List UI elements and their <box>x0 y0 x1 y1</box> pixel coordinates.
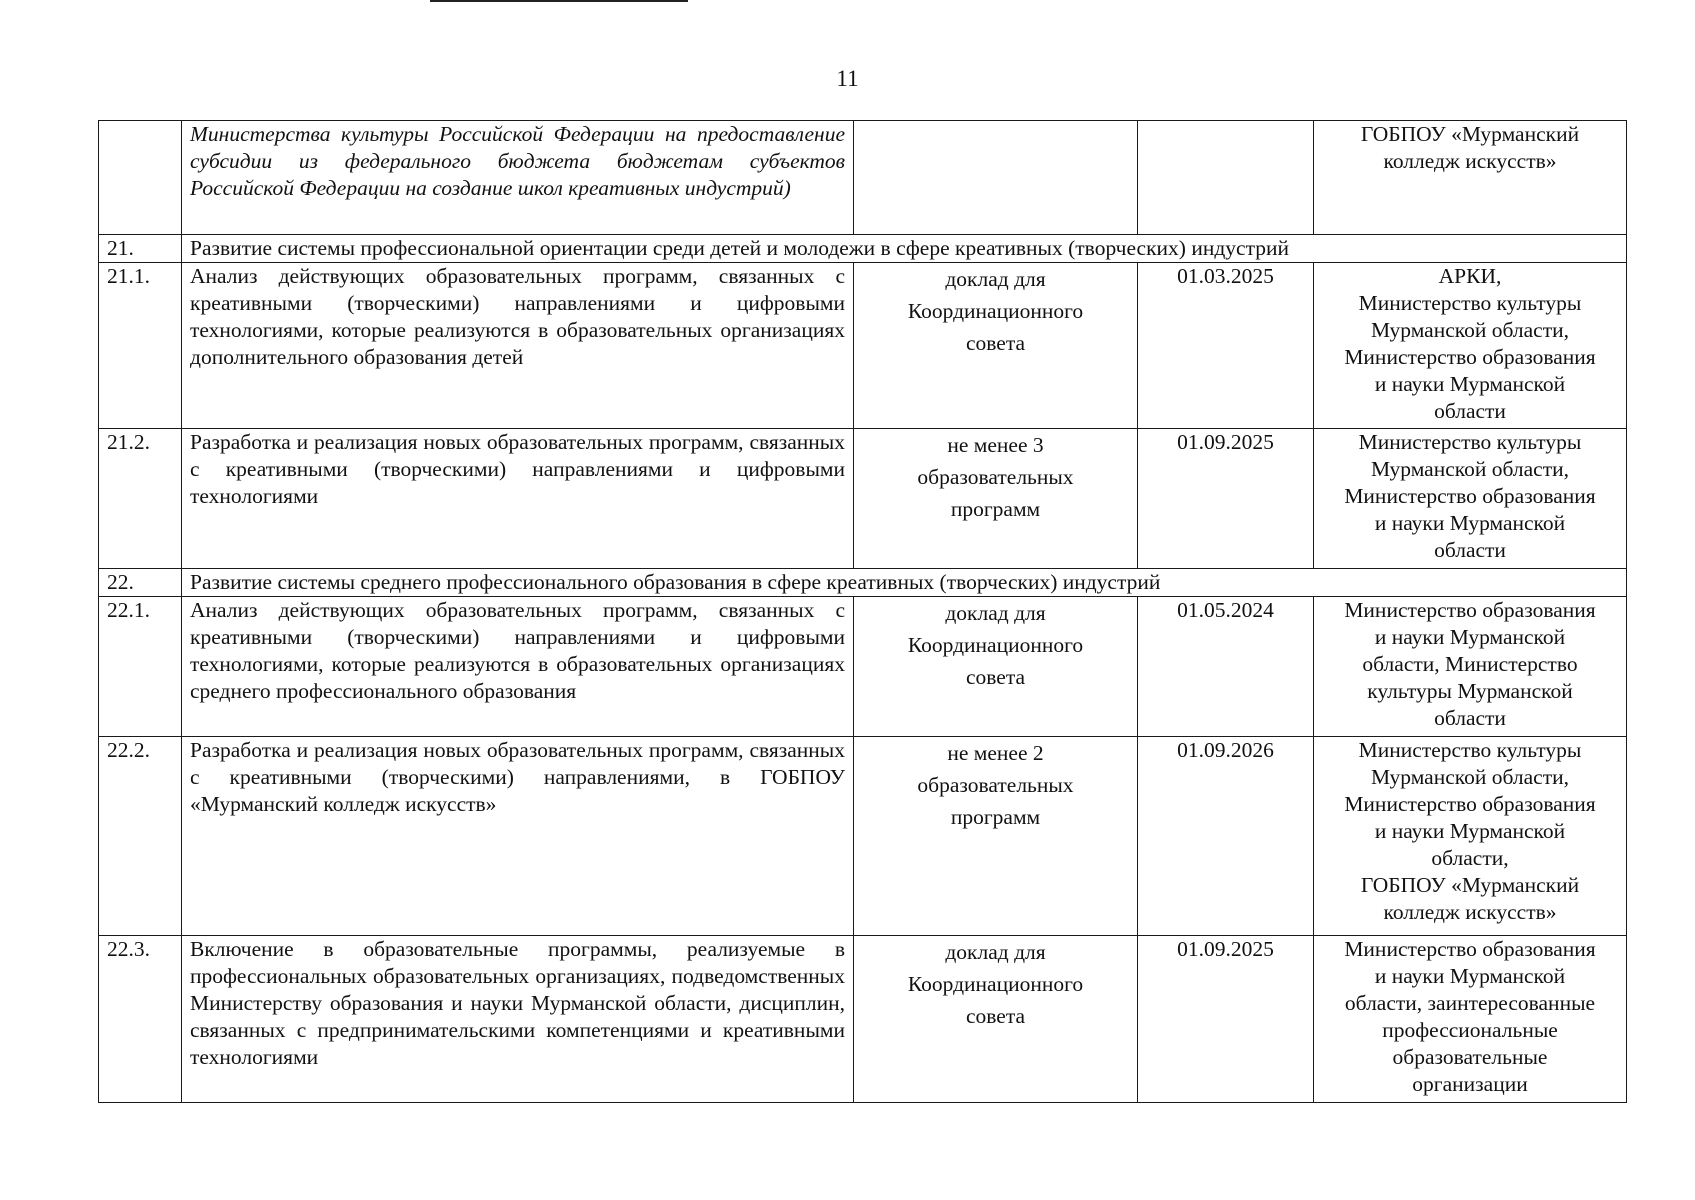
result-line: Координационного <box>907 972 1084 996</box>
result-line: доклад для <box>945 267 1046 291</box>
action-cell: Министерства культуры Российской Федерации на предоставление субсидии из федерального бюджета бюджетам субъектов Российской Федерации на создание школ креативных индустрий) <box>182 121 854 235</box>
result-line: доклад для <box>945 601 1046 625</box>
item-number-cell: 21.2. <box>99 429 182 569</box>
section-title-cell: Развитие системы среднего профессионального образования в сфере креативных (творческих) индустрий <box>182 569 1627 597</box>
item-number-cell: 21.1. <box>99 263 182 429</box>
responsible-cell <box>1314 597 1627 737</box>
responsible-cell <box>1314 737 1627 936</box>
responsible-line: и науки Мурманской <box>1374 372 1566 396</box>
section-title-cell: Развитие системы профессиональной ориентации среди детей и молодежи в сфере креативных (творческих) индустрий <box>182 235 1627 263</box>
responsible-line: Мурманской области, <box>1370 318 1570 342</box>
page-number: 11 <box>836 66 859 91</box>
result-line: образовательных <box>917 773 1074 797</box>
section-number-cell: 22. <box>99 569 182 597</box>
result-line: образовательных <box>917 465 1074 489</box>
result-line: совета <box>965 1004 1026 1028</box>
result-line: программ <box>950 805 1041 829</box>
deadline-cell: 01.03.2025 <box>1138 263 1314 429</box>
responsible-line: и науки Мурманской <box>1374 819 1566 843</box>
item-number-cell <box>99 121 182 235</box>
deadline-cell: 01.09.2026 <box>1138 737 1314 936</box>
deadline-cell: 01.09.2025 <box>1138 936 1314 1103</box>
table-row-22-3 <box>99 936 1627 1103</box>
responsible-line: области <box>1434 399 1506 423</box>
responsible-cell <box>1314 121 1627 235</box>
item-number-cell: 22.3. <box>99 936 182 1103</box>
responsible-line: и науки Мурманской <box>1374 511 1566 535</box>
section-row-21 <box>99 235 1627 263</box>
result-cell <box>854 936 1138 1103</box>
result-line: не менее 2 <box>947 741 1044 765</box>
result-line: Координационного <box>907 299 1084 323</box>
result-line: программ <box>950 497 1041 521</box>
responsible-line: культуры Мурманской <box>1367 679 1573 703</box>
responsible-line: области, Министерство <box>1362 652 1578 676</box>
responsible-line: колледж искусств» <box>1383 900 1557 924</box>
table-row-21-2 <box>99 429 1627 569</box>
responsible-line: ГОБПОУ «Мурманский <box>1360 122 1580 146</box>
responsible-line: АРКИ, <box>1438 264 1502 288</box>
result-line: доклад для <box>945 940 1046 964</box>
table-row-22-2 <box>99 737 1627 936</box>
responsible-line: и науки Мурманской <box>1374 625 1566 649</box>
deadline-cell: 01.05.2024 <box>1138 597 1314 737</box>
result-line: совета <box>965 331 1026 355</box>
deadline-cell <box>1138 121 1314 235</box>
action-cell: Разработка и реализация новых образовательных программ, связанных с креативными (творческими) направлениями и цифровыми технологиями <box>182 429 854 569</box>
action-plan-table <box>98 120 1627 1103</box>
responsible-line: и науки Мурманской <box>1374 964 1566 988</box>
result-line: совета <box>965 665 1026 689</box>
responsible-line: Министерство культуры <box>1358 430 1582 454</box>
result-cell <box>854 737 1138 936</box>
result-line: Координационного <box>907 633 1084 657</box>
responsible-line: Мурманской области, <box>1370 765 1570 789</box>
section-number-cell: 21. <box>99 235 182 263</box>
item-number-cell: 22.1. <box>99 597 182 737</box>
deadline-cell: 01.09.2025 <box>1138 429 1314 569</box>
table-row-22-1 <box>99 597 1627 737</box>
responsible-line: Мурманской области, <box>1370 457 1570 481</box>
responsible-line: области, <box>1431 846 1509 870</box>
item-number-cell: 22.2. <box>99 737 182 936</box>
responsible-line: Министерство культуры <box>1358 291 1582 315</box>
responsible-line: Министерство образования <box>1344 484 1596 508</box>
responsible-cell <box>1314 429 1627 569</box>
table-row-21-1 <box>99 263 1627 429</box>
result-cell <box>854 429 1138 569</box>
action-cell: Разработка и реализация новых образовательных программ, связанных с креативными (творческими) направлениями, в ГОБПОУ «Мурманский колледж искусств» <box>182 737 854 936</box>
result-cell <box>854 597 1138 737</box>
responsible-line: Министерство образования <box>1344 345 1596 369</box>
responsible-line: Министерство образования <box>1344 792 1596 816</box>
responsible-line: колледж искусств» <box>1383 149 1557 173</box>
action-cell: Анализ действующих образовательных программ, связанных с креативными (творческими) направлениями и цифровыми технологиями, которые реализуются в образовательных организациях среднего профессионального образования <box>182 597 854 737</box>
responsible-cell <box>1314 263 1627 429</box>
header-rule <box>430 0 688 2</box>
responsible-line: области <box>1434 538 1506 562</box>
section-row-22 <box>99 569 1627 597</box>
action-cell: Анализ действующих образовательных программ, связанных с креативными (творческими) направлениями и цифровыми технологиями, которые реализуются в образовательных организациях дополнительного образования детей <box>182 263 854 429</box>
responsible-line: образовательные <box>1392 1045 1548 1069</box>
result-cell <box>854 121 1138 235</box>
action-cell: Включение в образовательные программы, реализуемые в профессиональных образовательных организациях, подведомственных Министерству образования и науки Мурманской области, дисциплин, связанных с предпринимательскими компетенциями и креативными технологиями <box>182 936 854 1103</box>
responsible-line: области, заинтересованные <box>1344 991 1596 1015</box>
result-cell <box>854 263 1138 429</box>
responsible-cell <box>1314 936 1627 1103</box>
result-line: не менее 3 <box>947 433 1044 457</box>
responsible-line: организации <box>1412 1072 1528 1096</box>
responsible-line: Министерство образования <box>1344 598 1596 622</box>
responsible-line: Министерство образования <box>1344 937 1596 961</box>
responsible-line: ГОБПОУ «Мурманский <box>1360 873 1580 897</box>
responsible-line: профессиональные <box>1382 1018 1558 1042</box>
responsible-line: области <box>1434 706 1506 730</box>
responsible-line: Министерство культуры <box>1358 738 1582 762</box>
table-row-continuation <box>99 121 1627 235</box>
